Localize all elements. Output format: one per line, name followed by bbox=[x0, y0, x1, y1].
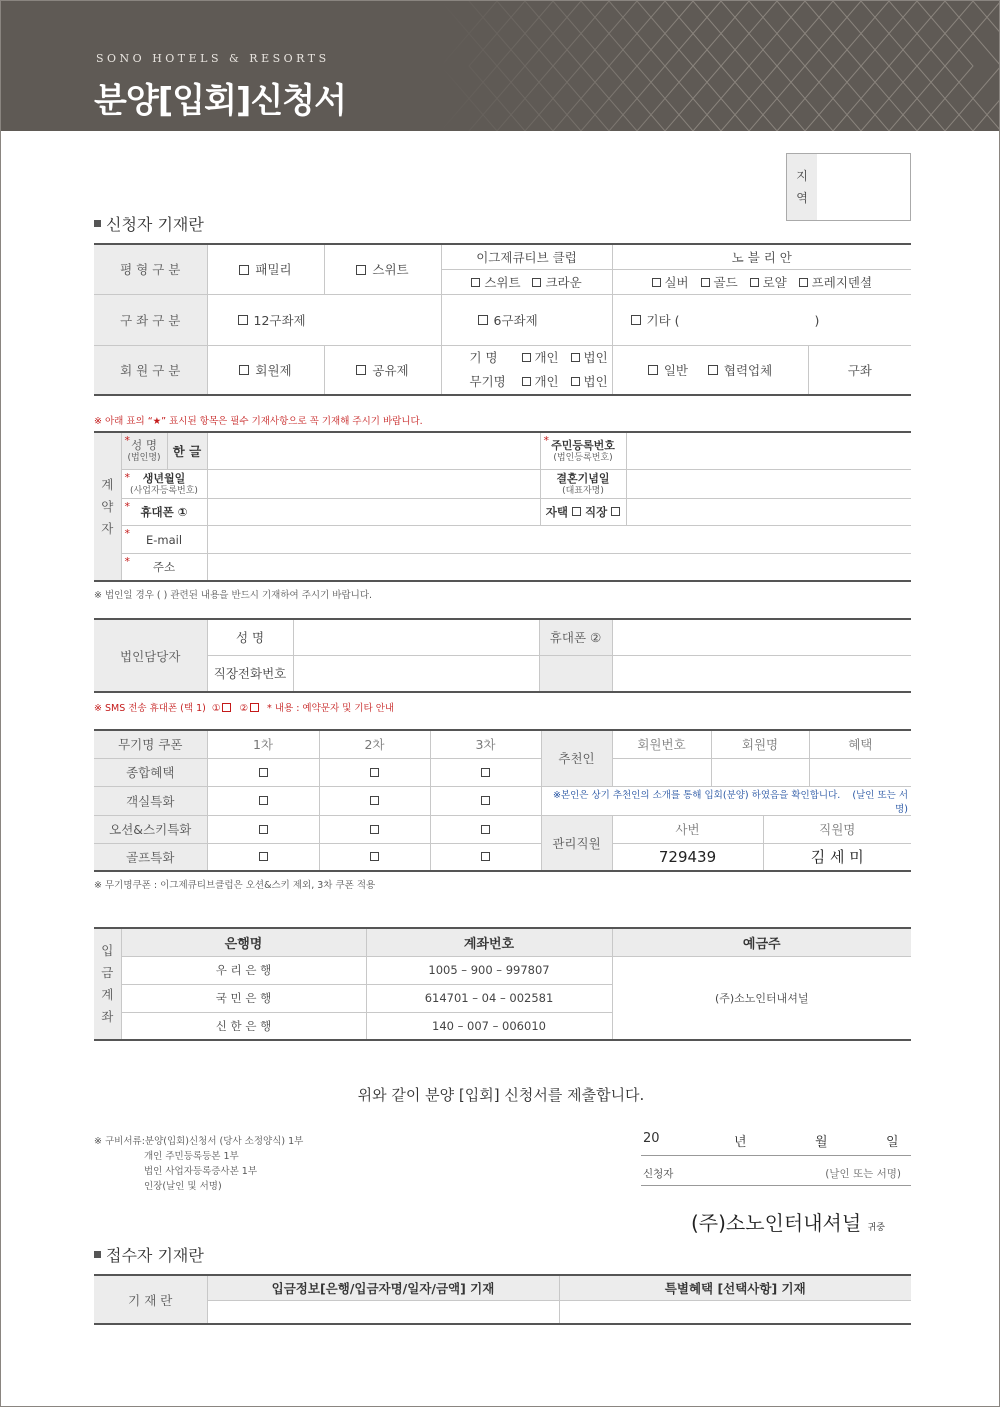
company-name: (주)소노인터내셔널 귀중 bbox=[691, 1211, 885, 1235]
special-benefit-field[interactable] bbox=[559, 1300, 911, 1324]
coupon-check[interactable] bbox=[430, 786, 541, 815]
star-icon: * bbox=[124, 470, 130, 484]
date-m: 월 bbox=[815, 1135, 828, 1150]
coupon-note: ※ 무기명쿠폰 : 이그제큐티브클럽은 오션&스키 제외, 3차 쿠폰 적용 bbox=[94, 880, 376, 891]
checkbox-icon[interactable] bbox=[239, 265, 249, 275]
coupon-check[interactable] bbox=[319, 758, 430, 786]
checkbox-icon[interactable] bbox=[370, 825, 379, 834]
mobile1-field[interactable] bbox=[207, 498, 540, 525]
checkbox-icon[interactable] bbox=[522, 353, 531, 362]
coupon-row-4: 골프특화 bbox=[94, 843, 207, 871]
name-field[interactable] bbox=[207, 432, 540, 469]
account-header: 계좌번호 bbox=[366, 928, 612, 956]
deposit-side-label: 입 금 계 좌 bbox=[94, 928, 121, 1040]
checkbox-icon[interactable] bbox=[239, 365, 249, 375]
emp-no-value[interactable]: 729439 bbox=[612, 843, 763, 871]
region-label-2: 역 bbox=[796, 191, 808, 205]
checkbox-icon[interactable] bbox=[631, 315, 641, 325]
address-field[interactable] bbox=[207, 553, 911, 581]
checkbox-icon[interactable] bbox=[259, 768, 268, 777]
checkbox-icon[interactable] bbox=[572, 507, 581, 516]
bank-account: 1005 – 900 – 997807 bbox=[366, 956, 612, 984]
coupon-check[interactable] bbox=[207, 786, 319, 815]
pyeong-label: 평 형 구 분 bbox=[94, 244, 207, 294]
star-icon: * bbox=[124, 526, 130, 540]
coupon-table bbox=[94, 729, 911, 872]
acc12-option[interactable]: 12구좌제 bbox=[207, 294, 441, 345]
checkbox-icon[interactable] bbox=[356, 365, 366, 375]
coupon-row-2: 객실특화 bbox=[94, 786, 207, 815]
acc6-option[interactable]: 6구좌제 bbox=[441, 294, 612, 345]
named-options[interactable]: 기 명 개인 법인 무기명 개인 법인 bbox=[441, 345, 612, 395]
header-banner bbox=[1, 1, 1000, 131]
bank-name: 우 리 은 행 bbox=[121, 956, 366, 984]
date-y: 년 bbox=[734, 1135, 747, 1150]
corp-name-field[interactable] bbox=[293, 619, 539, 655]
corp-name-label: 성 명 bbox=[207, 619, 293, 655]
mobile1-label: * 휴대폰 ① bbox=[121, 498, 207, 525]
manager-label: 관리직원 bbox=[541, 815, 612, 871]
page-title: 분양[입회]신청서 bbox=[94, 81, 346, 121]
star-icon: * bbox=[124, 434, 130, 447]
checkbox-icon[interactable] bbox=[708, 365, 718, 375]
rrn-field[interactable] bbox=[626, 432, 911, 469]
checkbox-icon[interactable] bbox=[611, 507, 620, 516]
checkbox-icon[interactable] bbox=[478, 315, 488, 325]
holder-header: 예금주 bbox=[612, 928, 911, 956]
mobile2-field[interactable] bbox=[612, 619, 911, 655]
date-line[interactable] bbox=[641, 1131, 911, 1156]
checkbox-icon[interactable] bbox=[259, 825, 268, 834]
rrn-label: * 주민등록번호 (법인등록번호) bbox=[540, 432, 626, 469]
special-benefit-header: 특별혜택 [선택사항] 기재 bbox=[559, 1275, 911, 1300]
checkbox-icon[interactable] bbox=[750, 278, 759, 287]
receiver-label: 기 재 란 bbox=[94, 1275, 207, 1324]
date-year: 20 bbox=[643, 1131, 660, 1146]
corp-note: ※ 법인일 경우 ( ) 관련된 내용을 반드시 기재하여 주시기 바랍니다. bbox=[94, 590, 373, 601]
member-no-header: 회원번호 bbox=[612, 730, 711, 758]
checkbox-icon[interactable] bbox=[522, 377, 531, 386]
corp-contact-label: 법인담당자 bbox=[94, 619, 207, 692]
bank-name: 신 한 은 행 bbox=[121, 1012, 366, 1040]
member-name-field[interactable] bbox=[711, 758, 809, 786]
checkbox-icon[interactable] bbox=[648, 365, 658, 375]
coupon-check[interactable] bbox=[207, 843, 319, 871]
deposit-info-header: 입금정보[은행/입금자명/일자/금액] 기재 bbox=[207, 1275, 559, 1300]
acc-other-option[interactable]: 기타 ( ) bbox=[612, 294, 911, 345]
noblian-label: 노 블 리 안 bbox=[612, 244, 911, 269]
benefit-field[interactable] bbox=[809, 758, 911, 786]
receiver-table bbox=[94, 1274, 911, 1325]
coupon-row-3: 오션&스키특화 bbox=[94, 815, 207, 843]
noblian-options[interactable]: 실버 골드 로얄 프레지덴셜 bbox=[612, 269, 911, 294]
corp-contact-table bbox=[94, 618, 911, 693]
checkbox-icon[interactable] bbox=[471, 278, 480, 287]
coupon-check[interactable] bbox=[319, 843, 430, 871]
coupon-check[interactable] bbox=[430, 843, 541, 871]
square-bullet-icon bbox=[94, 220, 101, 227]
lattice-pattern bbox=[441, 1, 1000, 131]
work-phone-field[interactable] bbox=[293, 655, 539, 692]
checkbox-icon[interactable] bbox=[481, 796, 490, 805]
checkbox-icon[interactable] bbox=[250, 703, 259, 712]
region-label bbox=[787, 154, 817, 220]
emp-no-header: 사번 bbox=[612, 815, 763, 843]
contractor-side-label: 계 약 자 bbox=[94, 432, 121, 581]
region-label-1: 지 bbox=[796, 169, 808, 183]
star-icon: * bbox=[543, 434, 549, 447]
checkbox-icon[interactable] bbox=[259, 852, 268, 861]
birth-label: * 생년월일 (사업자등록번호) bbox=[121, 469, 207, 498]
recommender-confirm: ※본인은 상기 추천인의 소개를 통해 입회(분양) 하였음을 확인합니다. (날인 또는 서명) bbox=[541, 786, 911, 815]
receiver-section-title bbox=[94, 1243, 204, 1266]
name-label: * 성 명 (법인명) bbox=[121, 432, 167, 469]
anniv-field[interactable] bbox=[626, 469, 911, 498]
bank-account: 140 – 007 – 006010 bbox=[366, 1012, 612, 1040]
units-label: 구좌 bbox=[808, 345, 911, 395]
checkbox-icon[interactable] bbox=[356, 265, 366, 275]
home-work-toggle[interactable]: 자택 직장 bbox=[540, 498, 626, 525]
checkbox-icon[interactable] bbox=[222, 703, 231, 712]
round2: 2차 bbox=[319, 730, 430, 758]
checkbox-icon[interactable] bbox=[481, 768, 490, 777]
work-phone-label: 직장전화번호 bbox=[207, 655, 293, 692]
contractor-table bbox=[94, 431, 911, 582]
recommender-label: 추천인 bbox=[541, 730, 612, 786]
emp-name-value[interactable]: 김 세 미 bbox=[763, 843, 911, 871]
bank-account: 614701 – 04 – 002581 bbox=[366, 984, 612, 1012]
bank-header: 은행명 bbox=[121, 928, 366, 956]
checkbox-icon[interactable] bbox=[259, 796, 268, 805]
phone-field[interactable] bbox=[626, 498, 911, 525]
star-icon: * bbox=[124, 499, 130, 513]
shared-option[interactable]: 공유제 bbox=[324, 345, 441, 395]
coupon-check[interactable] bbox=[319, 815, 430, 843]
signer-label: 신청자 bbox=[643, 1168, 674, 1180]
coupon-check[interactable] bbox=[207, 758, 319, 786]
korean-label: 한 글 bbox=[167, 432, 207, 469]
mobile2-blank bbox=[539, 655, 612, 692]
benefit-header: 혜택 bbox=[809, 730, 911, 758]
suite-option[interactable]: 스위트 bbox=[324, 244, 441, 294]
checkbox-icon[interactable] bbox=[532, 278, 541, 287]
email-field[interactable] bbox=[207, 525, 911, 553]
holder-value: (주)소노인터내셔널 bbox=[612, 956, 911, 1040]
date-d: 일 bbox=[886, 1135, 899, 1150]
signer-line[interactable] bbox=[641, 1164, 911, 1186]
exec-club-label: 이그제큐티브 클럽 bbox=[441, 244, 612, 269]
bank-name: 국 민 은 행 bbox=[121, 984, 366, 1012]
checkbox-icon[interactable] bbox=[481, 825, 490, 834]
sms-note: ※ SMS 전송 휴대폰 (택 1) ① ② * 내용 : 예약문자 및 기타 안내 bbox=[94, 703, 395, 714]
checkbox-icon[interactable] bbox=[652, 278, 661, 287]
mobile2-label: 휴대폰 ② bbox=[539, 619, 612, 655]
work-phone-extra-field[interactable] bbox=[612, 655, 911, 692]
required-note: ※ 아래 표의 “★” 표시된 항목은 필수 기재사항으로 꼭 기재해 주시기 바랍니다. bbox=[94, 416, 423, 427]
checkbox-icon[interactable] bbox=[370, 796, 379, 805]
email-label: * E-mail bbox=[121, 525, 207, 553]
deposit-info-field[interactable] bbox=[207, 1300, 559, 1324]
checkbox-icon[interactable] bbox=[571, 353, 580, 362]
birth-field[interactable] bbox=[207, 469, 540, 498]
membership-option[interactable]: 회원제 bbox=[207, 345, 324, 395]
coupon-header: 무기명 쿠폰 bbox=[94, 730, 207, 758]
member-name-header: 회원명 bbox=[711, 730, 809, 758]
coupon-check[interactable] bbox=[430, 758, 541, 786]
checkbox-icon[interactable] bbox=[238, 315, 248, 325]
exec-options[interactable]: 스위트 크라운 bbox=[441, 269, 612, 294]
anniv-label: 결혼기념일 (대표자명) bbox=[540, 469, 626, 498]
member-no-field[interactable] bbox=[612, 758, 711, 786]
deposit-table bbox=[94, 927, 911, 1041]
signer-sign: (날인 또는 서명) bbox=[825, 1168, 901, 1180]
checkbox-icon[interactable] bbox=[481, 852, 490, 861]
required-docs: ※ 구비서류:분양(입회)신청서 (당사 소정양식) 1부 개인 주민등록등본 1부 법인 사업자등록증사본 1부 인장(날인 및 서명) bbox=[94, 1136, 304, 1192]
receiver-section-label: 접수자 기재란 bbox=[106, 1246, 204, 1265]
round1: 1차 bbox=[207, 730, 319, 758]
checkbox-icon[interactable] bbox=[571, 377, 580, 386]
account-type-label: 구 좌 구 분 bbox=[94, 294, 207, 345]
type-table bbox=[94, 243, 911, 396]
family-option[interactable]: 패밀리 bbox=[207, 244, 324, 294]
coupon-row-1: 종합혜택 bbox=[94, 758, 207, 786]
general-partner-options[interactable]: 일반 협력업체 bbox=[612, 345, 808, 395]
checkbox-icon[interactable] bbox=[701, 278, 710, 287]
brand-name: SONO HOTELS & RESORTS bbox=[96, 52, 330, 65]
checkbox-icon[interactable] bbox=[370, 852, 379, 861]
round3: 3차 bbox=[430, 730, 541, 758]
applicant-section-label: 신청자 기재란 bbox=[106, 215, 204, 234]
emp-name-header: 직원명 bbox=[763, 815, 911, 843]
coupon-check[interactable] bbox=[319, 786, 430, 815]
member-type-label: 회 원 구 분 bbox=[94, 345, 207, 395]
checkbox-icon[interactable] bbox=[370, 768, 379, 777]
submit-statement: 위와 같이 분양 [입회] 신청서를 제출합니다. bbox=[357, 1086, 645, 1104]
region-box[interactable] bbox=[786, 153, 911, 221]
square-bullet-icon bbox=[94, 1251, 101, 1258]
address-label: * 주소 bbox=[121, 553, 207, 581]
applicant-section-title bbox=[94, 212, 204, 235]
coupon-check[interactable] bbox=[207, 815, 319, 843]
checkbox-icon[interactable] bbox=[799, 278, 808, 287]
star-icon: * bbox=[124, 554, 130, 568]
coupon-check[interactable] bbox=[430, 815, 541, 843]
